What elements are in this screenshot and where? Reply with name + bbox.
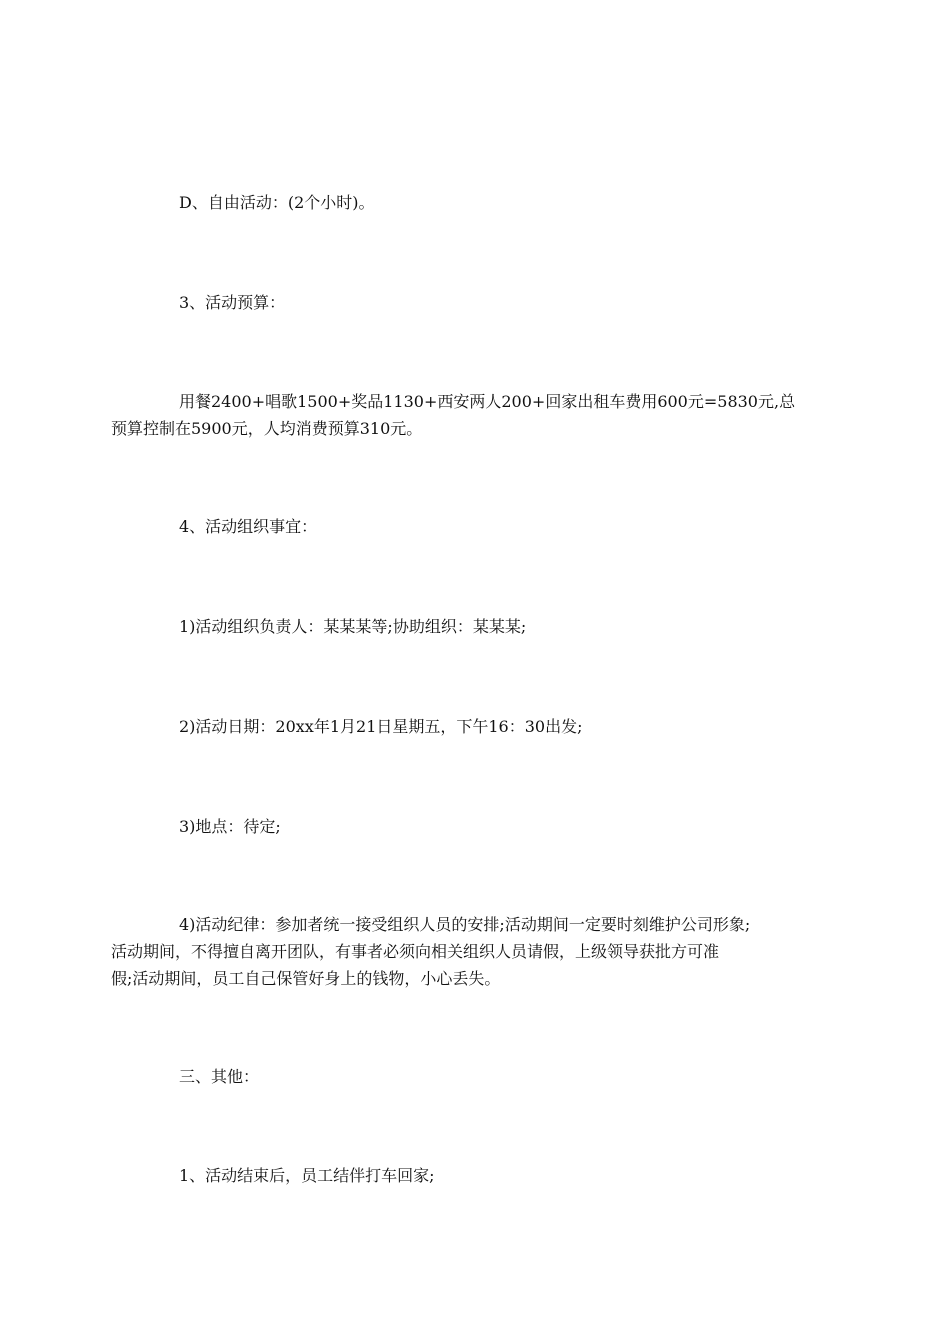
text-line: D、自由活动：(2个小时)。 [179,193,375,212]
heading-organization-matters [145,513,817,540]
text-line: 三、其他： [179,1067,260,1086]
text-line: 2)活动日期：20xx年1月21日星期五，下午16：30出发; [179,717,583,736]
paragraph-free-activity [145,189,817,216]
paragraph-location [145,813,817,840]
heading-other [145,1063,817,1090]
paragraph-discipline [111,911,817,992]
text-line: 活动期间，不得擅自离开团队，有事者必须向相关组织人员请假，上级领导获批方可准 [111,942,720,961]
text-line: 1、活动结束后，员工结伴打车回家; [179,1166,435,1185]
text-line: 假;活动期间，员工自己保管好身上的钱物，小心丢失。 [111,969,501,988]
paragraph-activity-date [145,713,817,740]
heading-activity-budget [145,289,817,316]
paragraph-after-activity [145,1162,817,1189]
text-line: 3、活动预算： [179,293,286,312]
text-line: 4、活动组织事宜： [179,517,318,536]
text-line: 1)活动组织负责人：某某某等;协助组织：某某某; [179,617,527,636]
text-line: 预算控制在5900元，人均消费预算310元。 [111,419,423,438]
text-line: 3)地点：待定; [179,817,281,836]
text-line: 用餐2400+唱歌1500+奖品1130+西安两人200+回家出租车费用600元=5830元,总 [179,392,796,411]
paragraph-organizer [145,613,817,640]
text-line: 4)活动纪律：参加者统一接受组织人员的安排;活动期间一定要时刻维护公司形象; [179,915,751,934]
paragraph-budget-details [111,388,817,442]
